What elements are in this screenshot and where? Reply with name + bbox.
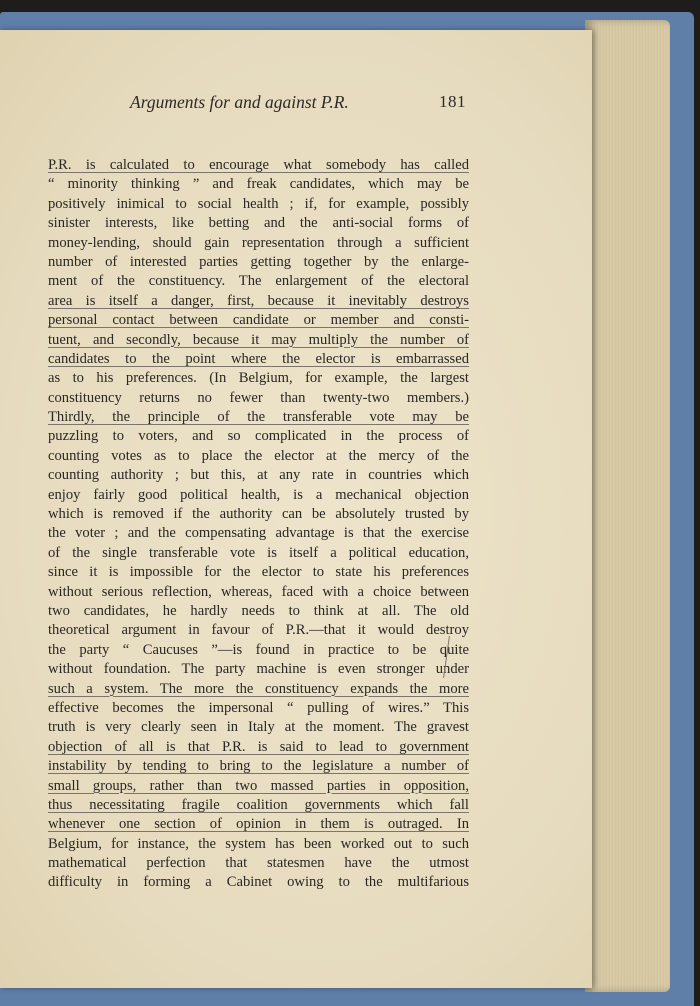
text-line: which is removed if the authority can be absolutely trusted by: [48, 506, 469, 523]
text-line: tuent, and secondly, because it may multiply the number of: [48, 331, 469, 348]
text-line: without serious reflection, whereas, faced with a choice between: [48, 583, 469, 600]
text-line: since it is impossible for the elector to state his preferences: [48, 564, 469, 581]
text-line: ment of the constituency. The enlargement of the electoral: [48, 273, 469, 290]
text-line: mathematical perfection that statesmen have the utmost: [48, 855, 469, 872]
text-line: of the single transferable vote is itself a political education,: [48, 544, 469, 561]
text-line: “ minority thinking ” and freak candidates, which may be: [48, 176, 469, 193]
running-head: [48, 92, 468, 118]
text-line: counting votes as to place the elector at the mercy of the: [48, 447, 469, 464]
text-line: theoretical argument in favour of P.R.—that it would destroy: [48, 622, 469, 639]
page-number: 181: [439, 92, 466, 111]
text-line: puzzling to voters, and so complicated in the process of: [48, 428, 469, 445]
text-line: money-lending, should gain representation through a sufficient: [48, 234, 469, 251]
text-line: objection of all is that P.R. is said to lead to government: [48, 738, 469, 755]
text-line: small groups, rather than two massed parties in opposition,: [48, 777, 469, 794]
text-line: positively inimical to social health ; if, for example, possibly: [48, 195, 469, 212]
text-line: number of interested parties getting together by the enlarge-: [48, 253, 469, 270]
text-line: Belgium, for instance, the system has been worked out to such: [48, 835, 469, 852]
text-line: Thirdly, the principle of the transferable vote may be: [48, 409, 469, 426]
text-line: candidates to the point where the elector is embarrassed: [48, 350, 469, 367]
text-line: truth is very clearly seen in Italy at the moment. The gravest: [48, 719, 469, 736]
text-line: personal contact between candidate or member and consti-: [48, 312, 469, 329]
text-line: thus necessitating fragile coalition governments which fall: [48, 796, 469, 813]
text-line: enjoy fairly good political health, is a mechanical objection: [48, 486, 469, 503]
text-line: as to his preferences. (In Belgium, for example, the largest: [48, 370, 469, 387]
running-head-title: Arguments for and against P.R.: [130, 92, 349, 112]
text-line: the voter ; and the compensating advantage is that the exercise: [48, 525, 469, 542]
book-page: [0, 30, 592, 988]
text-line: area is itself a danger, first, because it inevitably destroys: [48, 292, 469, 309]
text-line: sinister interests, like betting and the anti-social forms of: [48, 215, 469, 232]
text-line: P.R. is calculated to encourage what somebody has called: [48, 157, 469, 173]
text-line: whenever one section of opinion in them is outraged. In: [48, 816, 469, 833]
text-line: without foundation. The party machine is even stronger under: [48, 661, 469, 678]
text-line: effective becomes the impersonal “ pulling of wires.” This: [48, 699, 469, 716]
text-line: difficulty in forming a Cabinet owing to the multifarious: [48, 874, 469, 891]
text-line: instability by tending to bring to the legislature a number of: [48, 758, 469, 775]
text-line: the party “ Caucuses ”—is found in practice to be quite: [48, 641, 469, 658]
text-line: two candidates, he hardly needs to think at all. The old: [48, 602, 469, 619]
text-line: such a system. The more the constituency expands the more: [48, 680, 469, 697]
text-line: counting authority ; but this, at any rate in countries which: [48, 467, 469, 484]
body-text: [48, 156, 469, 893]
text-line: constituency returns no fewer than twenty-two members.): [48, 389, 469, 406]
page-edges: [585, 20, 670, 992]
